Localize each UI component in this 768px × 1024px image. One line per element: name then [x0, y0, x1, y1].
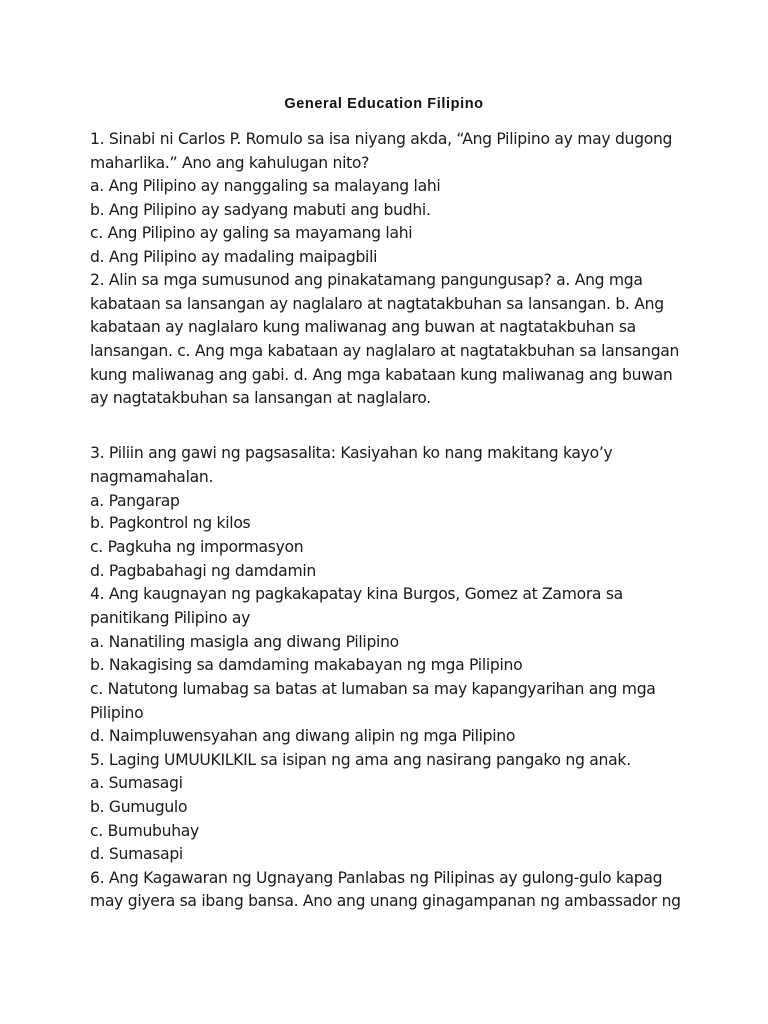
document-line: 5. Laging UMUUKILKIL sa isipan ng ama ang nasirang pangako ng anak.	[90, 751, 631, 769]
document-title: General Education Filipino	[284, 96, 484, 112]
document-line: 4. Ang kaugnayan ng pagkakapatay kina Burgos, Gomez at Zamora sa	[90, 585, 623, 603]
document-line: d. Ang Pilipino ay madaling maipagbili	[90, 248, 378, 266]
document-line: lansangan. c. Ang mga kabataan ay naglalaro at nagtatakbuhan sa lansangan	[90, 342, 680, 360]
document-line: may giyera sa ibang bansa. Ano ang unang ginagampanan ng ambassador ng	[90, 892, 681, 910]
document-line: panitikang Pilipino ay	[90, 609, 251, 627]
document-line: b. Nakagising sa damdaming makabayan ng mga Pilipino	[90, 656, 523, 674]
document-line: 2. Alin sa mga sumusunod ang pinakatamang pangungusap? a. Ang mga	[90, 271, 643, 289]
document-line: a. Pangarap	[90, 492, 180, 510]
document-line: a. Sumasagi	[90, 774, 183, 792]
document-line: a. Nanatiling masigla ang diwang Pilipino	[90, 633, 399, 651]
document-line: c. Pagkuha ng impormasyon	[90, 538, 304, 556]
document-line: kabataan ay naglalaro kung maliwanag ang buwan at nagtatakbuhan sa	[90, 318, 636, 336]
document-line: c. Ang Pilipino ay galing sa mayamang lahi	[90, 224, 413, 242]
document-line: maharlika.” Ano ang kahulugan nito?	[90, 154, 370, 172]
document-line: b. Gumugulo	[90, 798, 188, 816]
document-line: c. Bumubuhay	[90, 822, 199, 840]
document-line: b. Pagkontrol ng kilos	[90, 514, 251, 532]
document-line: 1. Sinabi ni Carlos P. Romulo sa isa niyang akda, “Ang Pilipino ay may dugong	[90, 130, 673, 148]
document-line: nagmamahalan.	[90, 468, 214, 486]
document-line: c. Natutong lumabag sa batas at lumaban sa may kapangyarihan ang mga	[90, 680, 656, 698]
document-line: ay nagtatakbuhan sa lansangan at naglalaro.	[90, 389, 431, 407]
document-line: Pilipino	[90, 704, 144, 722]
document-line: d. Naimpluwensyahan ang diwang alipin ng mga Pilipino	[90, 727, 516, 745]
document-line: a. Ang Pilipino ay nanggaling sa malayang lahi	[90, 177, 441, 195]
document-line: b. Ang Pilipino ay sadyang mabuti ang budhi.	[90, 201, 431, 219]
document-line: kabataan sa lansangan ay naglalaro at nagtatakbuhan sa lansangan. b. Ang	[90, 295, 664, 313]
document-line: d. Sumasapi	[90, 845, 183, 863]
document-line: d. Pagbabahagi ng damdamin	[90, 562, 316, 580]
document-line: kung maliwanag ang gabi. d. Ang mga kabataan kung maliwanag ang buwan	[90, 366, 673, 384]
document-line: 3. Piliin ang gawi ng pagsasalita: Kasiyahan ko nang makitang kayo’y	[90, 444, 613, 462]
document-line: 6. Ang Kagawaran ng Ugnayang Panlabas ng Pilipinas ay gulong-gulo kapag	[90, 869, 663, 887]
